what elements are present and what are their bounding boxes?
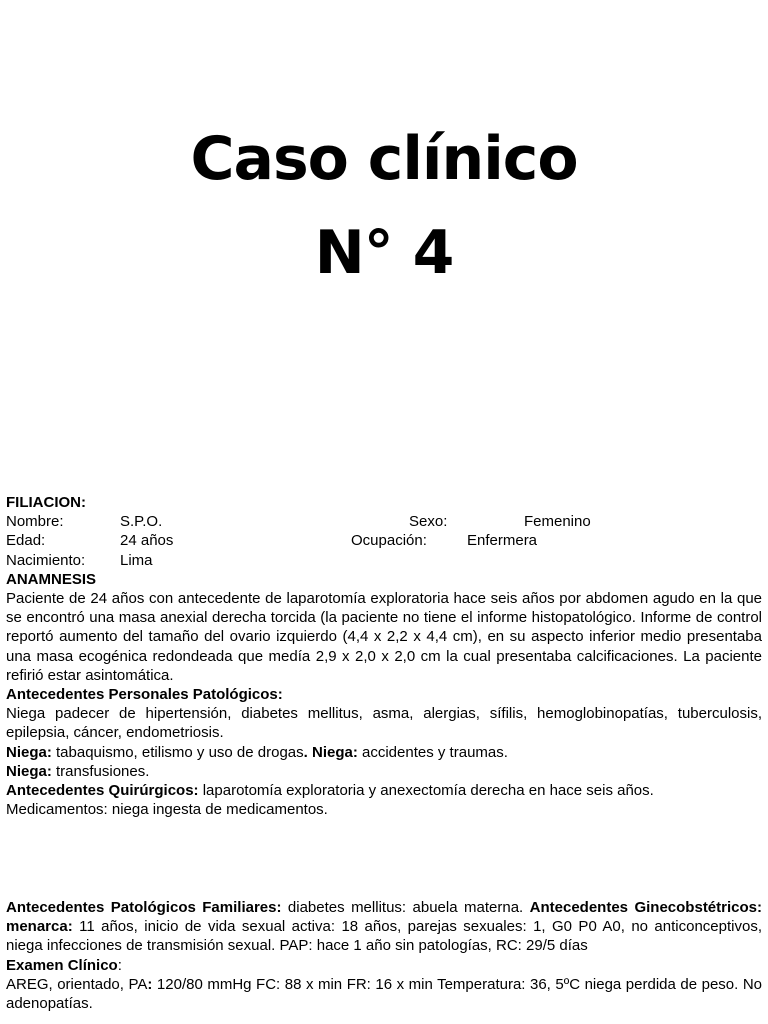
nombre-value: S.P.O. <box>120 513 163 531</box>
page-title <box>0 112 768 300</box>
title-line-1: Caso clínico <box>190 124 578 194</box>
niega2-label: . Niega: <box>303 743 358 761</box>
quirurgicos-label: Antecedentes Quirúrgicos: <box>6 782 199 799</box>
examen-text-pre: AREG, orientado, PA <box>6 975 148 993</box>
gineco-label: Antecedentes Ginecobstétricos: menarca: <box>6 899 762 936</box>
examen-text <box>6 975 762 1013</box>
medicamentos-text: Medicamentos: niega ingesta de medicamentos. <box>6 801 328 819</box>
familiares-label: Antecedentes Patológicos Familiares: <box>6 899 282 916</box>
ocupacion-value: Enfermera <box>467 532 538 550</box>
examen-label: Examen Clínico <box>6 956 118 974</box>
filiacion-row-nacimiento <box>6 551 762 570</box>
quirurgicos-text: laparotomía exploratoria y anexectomía derecha en hace seis años. <box>198 782 654 799</box>
nombre-label: Nombre: <box>6 513 64 531</box>
case-body-top <box>6 493 762 819</box>
examen-text-post: 120/80 mmHg FC: 88 x min FR: 16 x min Temperatura: 36, 5ºC niega perdida de peso. No adenopatías. <box>6 975 763 1013</box>
personales-heading: Antecedentes Personales Patológicos: <box>6 685 283 703</box>
niega3-label: Niega: <box>6 762 52 780</box>
familiares-gineco-paragraph <box>6 898 762 956</box>
edad-value: 24 años <box>120 532 174 550</box>
sexo-value: Femenino <box>524 513 591 531</box>
nacimiento-value: Lima <box>120 551 153 569</box>
filiacion-heading: FILIACION: <box>6 494 86 511</box>
examen-heading <box>6 956 762 975</box>
filiacion-row-edad <box>6 531 762 550</box>
filiacion-row-nombre <box>6 512 762 531</box>
niega-habitos <box>6 743 762 762</box>
niega2-text: accidentes y traumas. <box>357 743 508 761</box>
anamnesis-text: Paciente de 24 años con antecedente de laparotomía exploratoria hace seis años por abdomen agudo en la que se encontró una masa anexial derecha torcida (la paciente no tiene el informe histopatológico. Informe de control reportó aumento del tamaño del ovario izquierdo (4,4 x 2,2 x 4,4 cm), en su aspecto inferior medio presentaba una masa ecogénica redondeada que medía 2,9 x 2,0 x 2,0 cm la cual presentaba calcificaciones. La paciente refirió estar asintomática. <box>6 589 762 684</box>
gineco-text: 11 años, inicio de vida sexual activa: 18 años, parejas sexuales: 1, G0 P0 A0, no anticonceptivos, niega infecciones de transmisión sexual. PAP: hace 1 año sin patologías, RC: 29/5 días <box>6 918 762 955</box>
examen-text-colon: : <box>147 975 153 993</box>
niega-transfusiones <box>6 762 762 781</box>
niega1-text: tabaquismo, etilismo y uso de drogas <box>51 743 304 761</box>
case-body-bottom <box>6 898 762 1013</box>
ocupacion-label: Ocupación: <box>351 532 427 550</box>
title-line-2: N° 4 <box>314 218 454 288</box>
examen-colon: : <box>117 956 122 974</box>
quirurgicos-paragraph <box>6 781 762 800</box>
anamnesis-heading: ANAMNESIS <box>6 570 97 588</box>
niega1-label: Niega: <box>6 743 52 761</box>
edad-label: Edad: <box>6 532 46 550</box>
sexo-label: Sexo: <box>409 513 448 531</box>
nacimiento-label: Nacimiento: <box>6 551 86 569</box>
familiares-text: diabetes mellitus: abuela materna. <box>281 899 530 916</box>
niega3-text: transfusiones. <box>51 762 150 780</box>
personales-text: Niega padecer de hipertensión, diabetes mellitus, asma, alergias, sífilis, hemoglobinopatías, tuberculosis, epilepsia, cáncer, endometriosis. <box>6 705 762 742</box>
